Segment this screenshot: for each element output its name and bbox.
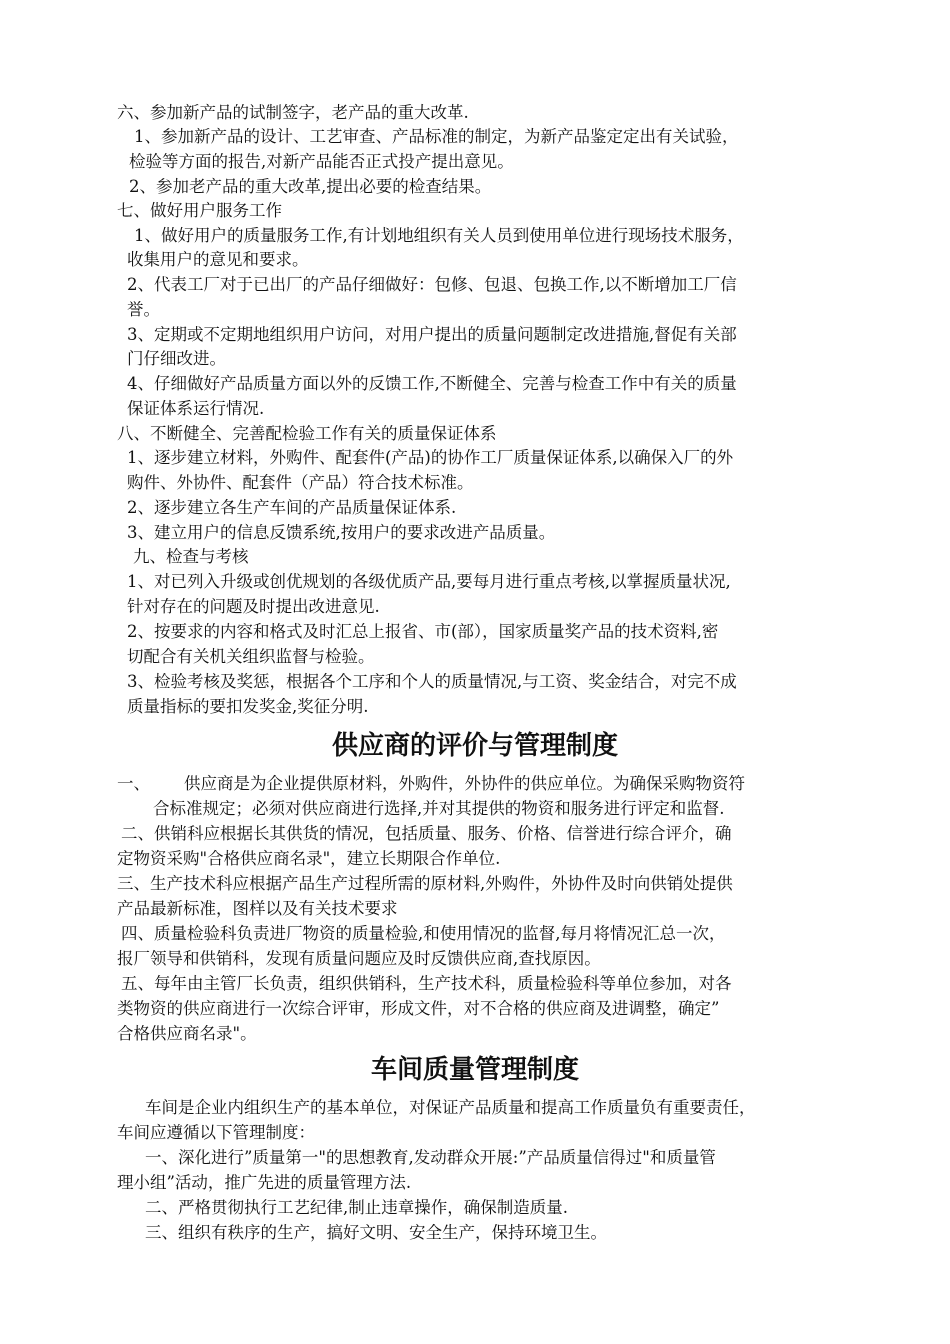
paragraph-line: 五、每年由主管厂长负责，组织供销科，生产技术科，质量检验科等单位参加，对各	[121, 974, 732, 993]
workshop-policy-title: 车间质量管理制度	[370, 1055, 579, 1085]
paragraph-line: 切配合有关机关组织监督与检验。	[127, 647, 375, 666]
supplier-policy-title: 供应商的评价与管理制度	[331, 731, 618, 761]
paragraph-line: 3、建立用户的信息反馈系统,按用户的要求改进产品质量。	[127, 523, 556, 542]
paragraph-line: 保证体系运行情况.	[127, 399, 265, 418]
paragraph-line: 二、供销科应根据长其供货的情况，包括质量、服务、价格、信誉进行综合评介，确	[121, 824, 732, 843]
section-heading-6: 六、参加新产品的试制签字，老产品的重大改革.	[117, 103, 469, 122]
paragraph-line: 四、质量检验科负责进厂物资的质量检验,和使用情况的监督,每月将情况汇总一次，	[121, 924, 726, 943]
section-heading-9: 九、检查与考核	[133, 547, 249, 566]
paragraph-line: 2、代表工厂对于已出厂的产品仔细做好：包修、包退、包换工作,以不断增加工厂信	[127, 275, 737, 294]
paragraph-line: 二、严格贯彻执行工艺纪律,制止违章操作，确保制造质量.	[145, 1198, 568, 1217]
paragraph-line: 合标准规定；必须对供应商进行选择,并对其提供的物资和服务进行评定和监督.	[153, 799, 725, 818]
paragraph-line: 3、定期或不定期地组织用户访问，对用户提出的质量问题制定改进措施,督促有关部	[127, 325, 737, 344]
paragraph-line: 检验等方面的报告,对新产品能否正式投产提出意见。	[129, 152, 514, 171]
list-number: 一、	[117, 774, 150, 793]
paragraph-line: 车间应遵循以下管理制度：	[117, 1123, 315, 1142]
paragraph-line: 三、生产技术科应根据产品生产过程所需的原材料,外购件，外协件及时向供销处提供	[117, 874, 733, 893]
paragraph-line: 类物资的供应商进行一次综合评审，形成文件，对不合格的供应商及进调整，确定”	[117, 999, 720, 1018]
paragraph-line: 产品最新标准，图样以及有关技术要求	[117, 899, 398, 918]
paragraph-line: 合格供应商名录"。	[117, 1024, 257, 1043]
paragraph-line: 收集用户的意见和要求。	[127, 250, 309, 269]
paragraph-line: 定物资采购"合格供应商名录"，建立长期限合作单位.	[117, 849, 501, 868]
section-heading-7: 七、做好用户服务工作	[117, 201, 282, 220]
paragraph-line: 车间是企业内组织生产的基本单位，对保证产品质量和提高工作质量负有重要责任，	[145, 1098, 756, 1117]
paragraph-line: 1、做好用户的质量服务工作,有计划地组织有关人员到使用单位进行现场技术服务，	[134, 226, 744, 245]
paragraph-line: 1、参加新产品的设计、工艺审查、产品标准的制定，为新产品鉴定定出有关试验，	[134, 127, 739, 146]
paragraph-line: 购件、外协件、配套件（产品）符合技术标准。	[127, 473, 474, 492]
paragraph-line: 针对存在的问题及时提出改进意见.	[127, 597, 380, 616]
paragraph-line: 3、检验考核及奖惩，根据各个工序和个人的质量情况,与工资、奖金结合，对完不成	[127, 672, 737, 691]
paragraph-line: 1、对已列入升级或创优规划的各级优质产品,要每月进行重点考核,以掌握质量状况,	[127, 572, 731, 591]
paragraph-line: 2、逐步建立各生产车间的产品质量保证体系.	[127, 498, 457, 517]
paragraph-line: 质量指标的要扣发奖金,奖征分明.	[127, 697, 369, 716]
paragraph-line: 三、组织有秩序的生产，搞好文明、安全生产，保持环境卫生。	[145, 1223, 607, 1242]
paragraph-line: 报厂领导和供销科，发现有质量问题应及时反馈供应商,查找原因。	[117, 949, 601, 968]
paragraph-line: 2、参加老产品的重大改革,提出必要的检查结果。	[129, 177, 492, 196]
paragraph-line: 理小组”活动，推广先进的质量管理方法.	[117, 1173, 412, 1192]
paragraph-line: 1、逐步建立材料，外购件、配套件(产品)的协作工厂质量保证体系,以确保入厂的外	[127, 448, 734, 467]
paragraph-line: 4、仔细做好产品质量方面以外的反馈工作,不断健全、完善与检查工作中有关的质量	[127, 374, 737, 393]
paragraph-line: 门仔细改进。	[127, 349, 226, 368]
paragraph-line: 2、按要求的内容和格式及时汇总上报省、市(部），国家质量奖产品的技术资料,密	[127, 622, 719, 641]
paragraph-line: 供应商是为企业提供原材料，外购件，外协件的供应单位。为确保采购物资符	[184, 774, 745, 793]
section-heading-8: 八、不断健全、完善配检验工作有关的质量保证体系	[117, 424, 497, 443]
paragraph-line: 誉。	[127, 300, 160, 319]
paragraph-line: 一、深化进行”质量第一"的思想教育,发动群众开展:”产品质量信得过"和质量管	[145, 1148, 716, 1167]
